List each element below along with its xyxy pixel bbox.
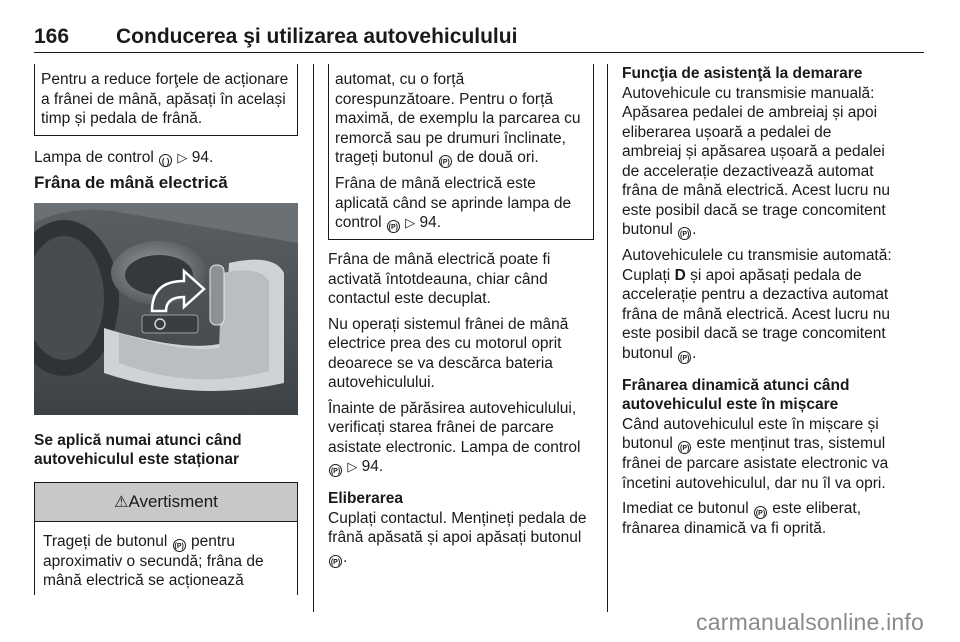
paragraph: Autovehicule cu transmisie manuală: Apăsarea pedalei de ambreiaj și apoi eliberarea ușoară a pedalei de ambreiaj și apăsarea ușoară a pedalei de accelerație dezactivează automat frâna de mână electrică. Acest lucru nu este posibil dacă se trage concomitent butonul (P) .	[622, 84, 890, 238]
parking-brake-p-icon: (P)	[329, 555, 342, 568]
section-heading: Frâna de mână electrică	[34, 173, 228, 192]
column-3	[622, 64, 892, 545]
page-title: Conducerea şi utilizarea autovehiculului	[116, 25, 518, 48]
parking-brake-p-icon: (P)	[678, 227, 691, 240]
parking-brake-photo	[34, 203, 298, 415]
parking-brake-p-icon: (P)	[329, 464, 342, 477]
section-heading: Eliberarea	[328, 490, 403, 507]
paragraph: Frâna de mână electrică poate fi activată întotdeauna, chiar când contactul este decuplat.	[328, 251, 551, 307]
section-heading: Frânarea dinamică atunci când autovehiculul este în mișcare	[622, 376, 850, 413]
parking-brake-p-icon: (P)	[387, 220, 400, 233]
warning-continued-box	[328, 64, 594, 240]
paragraph: Cuplați contactul. Mențineți pedala de frână apăsată și apoi apăsați butonul (P) .	[328, 509, 587, 566]
continued-note-box	[34, 64, 298, 136]
parking-brake-p-icon: (P)	[439, 155, 452, 168]
brake-warning-lamp-icon: ( )	[159, 154, 172, 167]
warning-title-bar	[35, 483, 297, 522]
column-divider	[313, 64, 314, 612]
column-1	[34, 64, 298, 595]
parking-brake-p-icon: (P)	[678, 351, 691, 364]
parking-brake-p-icon: (P)	[754, 506, 767, 519]
warning-body: Trageți de butonul (P) pentru aproximativ o secundă; frâna de mână electrică se acționează	[43, 532, 264, 589]
lamp-paragraph: Lampa de control ( ) ▷ 94.	[34, 148, 214, 166]
paragraph: Când autovehiculul este în mișcare și butonul (P) este menținut tras, sistemul frânei de parcare asistate electronic va încetini autovehiculul, dar nu îl va opri.	[622, 415, 889, 492]
paragraph: Imediat ce butonul (P) este eliberat, frânarea dinamică va fi oprită.	[622, 500, 862, 537]
paragraph: Autovehiculele cu transmisie automată: Cuplați D și apoi apăsați pedala de accelerație pentru a dezactiva automat frâna de mână electrică. Acest lucru nu este posibil dacă se trage concomitent butonul (P) .	[622, 247, 892, 362]
warning-triangle-icon: ⚠	[114, 493, 129, 511]
paragraph: Înainte de părăsirea autovehiculului, verificați starea frânei de parcare asistate electronic. Lampa de control (P) ▷ 94.	[328, 399, 581, 475]
note-text: Pentru a reduce forţele de acționare a frânei de mână, apăsați în același timp și pedala de frână.	[41, 71, 289, 127]
parking-brake-p-icon: (P)	[678, 441, 691, 454]
page-number: 166	[34, 25, 70, 48]
column-2	[328, 64, 594, 574]
page-ref-arrow-icon: ▷	[177, 149, 188, 165]
section-heading: Funcţia de asistenţă la demarare	[622, 65, 863, 82]
watermark: carmanualsonline.info	[696, 609, 924, 635]
warning-box	[34, 482, 298, 595]
subheading: Se aplică numai atunci când autovehiculul este staționar	[34, 431, 242, 468]
parking-brake-p-icon: (P)	[173, 539, 186, 552]
page-header	[34, 22, 924, 53]
box-paragraph: automat, cu o forță corespunzătoare. Pentru o forță maximă, de exemplu la parcarea cu remorcă sau pe drumuri înclinate, trageți butonul (P) de două ori.	[335, 71, 581, 166]
page-ref-arrow-icon: ▷	[347, 459, 358, 474]
column-divider	[607, 64, 608, 612]
box-paragraph: Frâna de mână electrică este aplicată când se aprinde lampa de control (P) ▷ 94.	[335, 175, 572, 231]
page-ref-arrow-icon: ▷	[405, 215, 416, 230]
warning-title: Avertisment	[128, 491, 218, 511]
paragraph: Nu operați sistemul frânei de mână electrice prea des cu motorul oprit deoarece se va descărca bateria autovehiculului.	[328, 315, 569, 391]
